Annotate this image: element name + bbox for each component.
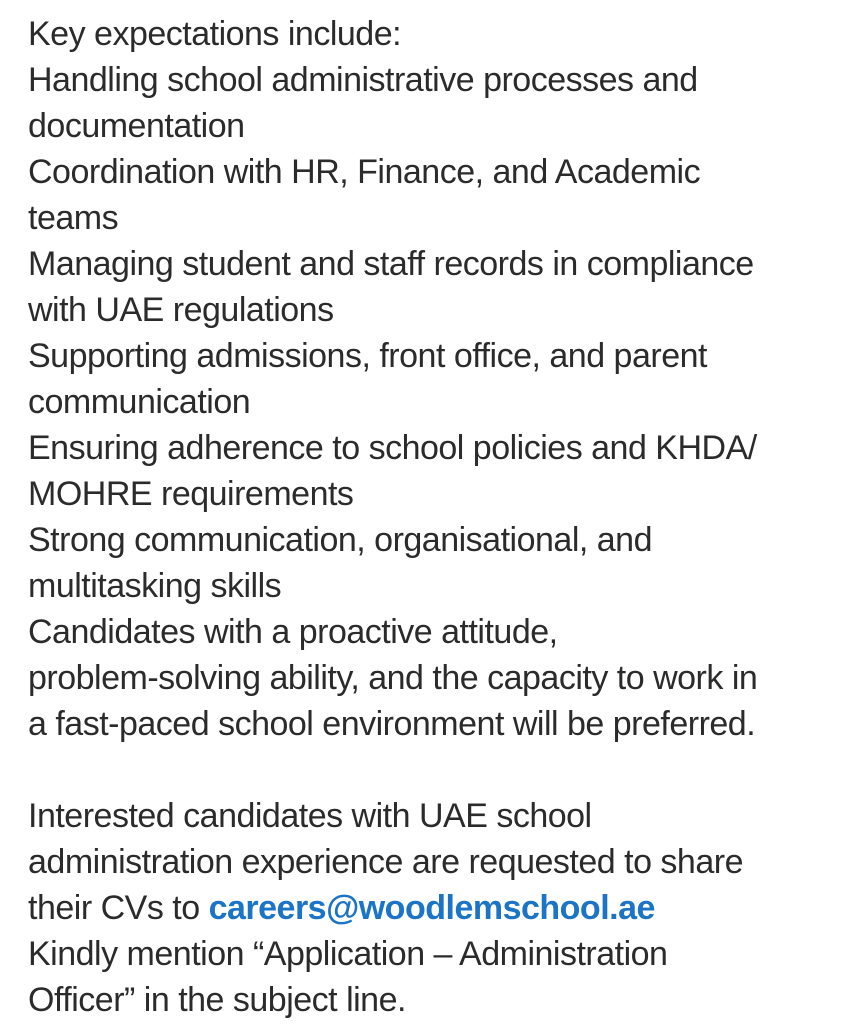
text-line: multitasking skills xyxy=(28,567,282,605)
text-line: Managing student and staff records in compliance xyxy=(28,245,754,283)
text-line: with UAE regulations xyxy=(28,291,334,329)
email-link[interactable]: careers@woodlemschool.ae xyxy=(208,889,655,927)
email-line-prefix: their CVs to xyxy=(28,889,209,927)
text-line: teams xyxy=(28,199,119,237)
text-line: a fast-paced school environment will be preferred. xyxy=(28,705,756,743)
text-line: Key expectations include: xyxy=(28,15,402,53)
text-line: Handling school administrative processes and xyxy=(28,61,698,99)
text-line: problem-solving ability, and the capacity to work in xyxy=(28,659,758,697)
text-line: Candidates with a proactive attitude, xyxy=(28,613,558,651)
text-line: administration experience are requested to share xyxy=(28,843,743,881)
text-line-with-email xyxy=(28,885,854,931)
text-line: communication xyxy=(28,383,251,421)
text-line: Supporting admissions, front office, and parent xyxy=(28,337,707,375)
text-line: Ensuring adherence to school policies and KHDA/ xyxy=(28,429,757,467)
text-line: MOHRE requirements xyxy=(28,475,354,513)
text-line: Strong communication, organisational, and xyxy=(28,521,652,559)
text-line: Interested candidates with UAE school xyxy=(28,797,592,835)
text-line: Coordination with HR, Finance, and Academic xyxy=(28,153,701,191)
text-line: Officer” in the subject line. xyxy=(28,981,406,1019)
text-line: documentation xyxy=(28,107,245,145)
text-line: Kindly mention “Application – Administration xyxy=(28,935,668,973)
paragraph-spacer xyxy=(28,747,854,793)
